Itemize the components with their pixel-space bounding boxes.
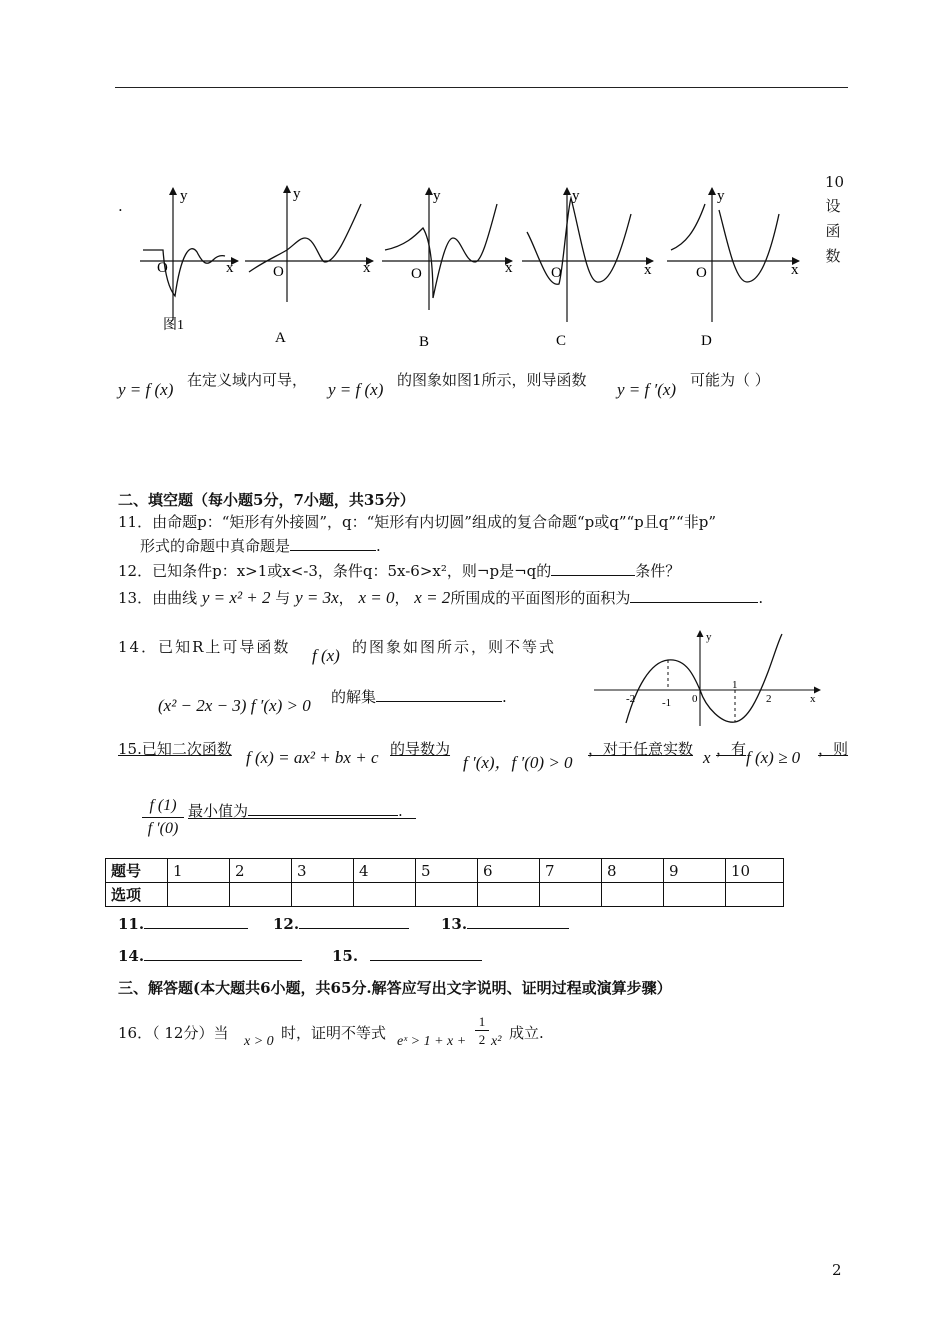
axis-x-label: x — [644, 262, 652, 278]
tick-label: 0 — [692, 693, 698, 705]
answer-blank[interactable] — [144, 914, 248, 929]
figure-1-caption: 图1 — [163, 318, 184, 333]
answer-cell[interactable] — [726, 883, 784, 907]
q14-text: 的图象如图所示，则不等式 — [352, 638, 557, 656]
q15-text: 的导数为 — [390, 740, 451, 758]
math-expression: f (x) = ax² + bx + c — [246, 748, 379, 767]
q14-line-1 — [118, 637, 290, 657]
answer-cell[interactable] — [602, 883, 664, 907]
q11-line-1: 11．由命题p：“矩形有外接圆”，q：“矩形有内切圆”组成的复合命题“p或q”“p且q”“非p” — [118, 513, 716, 531]
q13-text: 所围成的平面图形的面积为 — [450, 589, 631, 607]
table-header-cell: 6 — [478, 859, 540, 883]
math-expression: x — [703, 748, 711, 767]
math-expression: y = f (x) — [118, 380, 174, 399]
origin-label: O — [696, 265, 707, 281]
answer-blank[interactable] — [376, 687, 502, 702]
option-a-label: A — [275, 330, 286, 346]
math-expression: x > 0 — [244, 1034, 274, 1049]
math-expression: y = f (x) — [328, 380, 384, 399]
tick-label: 2 — [766, 693, 772, 705]
axis-y-label: y — [572, 188, 580, 204]
table-header-cell: 3 — [292, 859, 354, 883]
section-3-heading: 三、解答题(本大题共6小题，共65分.解答应写出文字说明、证明过程或演算步骤） — [118, 979, 672, 997]
q14-function-graph — [592, 628, 822, 728]
table-row — [106, 859, 784, 883]
answer-cell[interactable] — [292, 883, 354, 907]
q13-text: 13．由曲线 — [118, 589, 198, 607]
fraction-denominator: f ′(0) — [147, 820, 179, 837]
q16-text: 成立. — [509, 1024, 544, 1042]
answer-cell[interactable] — [168, 883, 230, 907]
tick-label: -2 — [626, 693, 636, 705]
q16-fraction — [475, 1014, 489, 1047]
math-expression: x = 2 — [414, 588, 451, 607]
q10-side-char: 设 — [825, 197, 841, 215]
answer-cell[interactable] — [230, 883, 292, 907]
table-row — [106, 883, 784, 907]
q13-line — [118, 588, 763, 608]
math-expression: y = f ′(x) — [617, 380, 677, 399]
answer-blank[interactable] — [370, 946, 482, 961]
q11-line-2 — [140, 536, 381, 556]
q10-text: 在定义域内可导， — [187, 371, 308, 389]
axis-x-label: x — [505, 260, 513, 276]
origin-label: O — [157, 260, 168, 276]
answer-line-label: 13. — [441, 915, 468, 933]
math-expression: x² — [491, 1034, 502, 1049]
q15-underline — [188, 818, 416, 819]
math-expression: f (x) ≥ 0 — [746, 748, 801, 767]
answer-line-11 — [118, 914, 248, 934]
origin-label: O — [411, 266, 422, 282]
math-expression: f (x) — [312, 646, 340, 665]
math-expression: x = 0 — [358, 588, 395, 607]
q16-text: 16．（ 12分）当 — [118, 1024, 229, 1042]
q15-end: . — [398, 802, 403, 820]
option-a-graph — [245, 186, 373, 346]
answer-cell[interactable] — [540, 883, 602, 907]
math-expression: (x² − 2x − 3) f ′(x) > 0 — [158, 696, 311, 715]
q10-side-text — [823, 194, 843, 269]
q14-end: . — [502, 688, 507, 706]
q10-statement — [118, 380, 173, 400]
answer-blank[interactable] — [248, 801, 398, 816]
fraction-denominator: 2 — [478, 1032, 486, 1047]
q15-text: ，则 — [818, 740, 849, 758]
math-expression: f ′(x)，f ′(0) > 0 — [463, 753, 573, 772]
table-header-cell: 4 — [354, 859, 416, 883]
origin-label: O — [551, 265, 562, 281]
q11-end: . — [376, 537, 381, 555]
q15-text: ，对于任意实数 — [588, 740, 694, 758]
q10-text: 的图象如图1所示，则导函数 — [397, 371, 587, 389]
answer-blank[interactable] — [630, 588, 758, 603]
axis-y-label: y — [293, 186, 301, 202]
table-header-cell: 7 — [540, 859, 602, 883]
option-d-graph — [667, 188, 799, 349]
answer-line-label: 15. — [332, 947, 359, 965]
q14-line-2 — [331, 687, 507, 707]
option-b-graph — [382, 188, 513, 350]
fraction-numerator: 1 — [478, 1014, 486, 1029]
answer-line-14 — [118, 946, 302, 966]
table-row-label: 选项 — [106, 883, 168, 907]
answer-cell[interactable] — [664, 883, 726, 907]
table-header-cell: 2 — [230, 859, 292, 883]
option-c-graph — [522, 188, 653, 349]
answer-table — [105, 858, 784, 907]
math-expression: y = x² + 2 — [201, 588, 271, 607]
tick-label: -1 — [662, 697, 672, 709]
answer-line-15 — [332, 946, 482, 966]
q10-number: 10 — [825, 173, 845, 191]
q12-line — [118, 561, 680, 581]
table-header-cell: 题号 — [106, 859, 168, 883]
table-header-cell: 9 — [664, 859, 726, 883]
page-number: 2 — [832, 1261, 842, 1279]
table-header-cell: 5 — [416, 859, 478, 883]
origin-label: O — [273, 264, 284, 280]
q12-text: 12．已知条件p：x>1或x<-3，条件q：5x-6>x²，则¬p是¬q的 — [118, 562, 552, 580]
q13-end: . — [758, 589, 764, 607]
answer-blank[interactable] — [551, 561, 635, 576]
q16-text: 时，证明不等式 — [281, 1024, 387, 1042]
axis-y-label: y — [433, 188, 441, 204]
axis-x-label: x — [363, 260, 371, 276]
axis-y-label: y — [717, 188, 725, 204]
q10-dot: . — [118, 197, 123, 215]
q14-text: 的解集 — [331, 688, 377, 706]
answer-cell[interactable] — [416, 883, 478, 907]
axis-y-label: y — [180, 188, 188, 204]
q10-choice-paren: 可能为（ ） — [690, 371, 770, 389]
axis-x-label: x — [810, 693, 816, 705]
answer-line-12 — [273, 914, 409, 934]
tick-label: 1 — [732, 679, 738, 691]
q13-text: ， — [338, 589, 354, 607]
answer-line-label: 11. — [118, 915, 145, 933]
answer-blank[interactable] — [144, 946, 302, 961]
q15-fraction — [142, 797, 184, 838]
fraction-numerator: f (1) — [149, 797, 177, 814]
math-expression: eˣ > 1 + x + — [397, 1034, 467, 1049]
q13-text: 与 — [275, 589, 291, 607]
table-header-cell: 1 — [168, 859, 230, 883]
section-2-heading: 二、填空题（每小题5分，7小题，共35分） — [118, 491, 415, 509]
table-header-cell: 10 — [726, 859, 784, 883]
axis-y-label: y — [706, 631, 712, 643]
q10-graphs — [135, 180, 815, 350]
answer-blank[interactable] — [299, 914, 409, 929]
figure-1-graph — [140, 188, 238, 333]
option-c-label: C — [556, 333, 567, 349]
axis-x-label: x — [791, 262, 799, 278]
answer-blank[interactable] — [467, 914, 569, 929]
q13-text: ， — [394, 589, 410, 607]
table-header-cell: 8 — [602, 859, 664, 883]
option-d-label: D — [701, 333, 712, 349]
q10-side-char: 数 — [825, 247, 841, 265]
q15-text: ，有 — [716, 740, 747, 758]
q15-text: 最小值为 — [188, 802, 249, 820]
option-b-label: B — [419, 334, 430, 350]
q14-text: 14．已知R上可导函数 — [118, 638, 291, 656]
answer-blank[interactable] — [290, 536, 376, 551]
axis-x-label: x — [226, 260, 234, 276]
header-rule — [115, 87, 848, 88]
answer-line-label: 12. — [273, 915, 300, 933]
math-expression: y = 3x — [295, 588, 339, 607]
q11-text: 形式的命题中真命题是 — [140, 537, 291, 555]
q12-end: 条件？ — [635, 562, 681, 580]
q10-side-char: 函 — [825, 222, 841, 240]
answer-line-label: 14. — [118, 947, 145, 965]
answer-line-13 — [441, 914, 569, 934]
answer-cell[interactable] — [478, 883, 540, 907]
q15-text: 15.已知二次函数 — [118, 740, 232, 758]
answer-cell[interactable] — [354, 883, 416, 907]
